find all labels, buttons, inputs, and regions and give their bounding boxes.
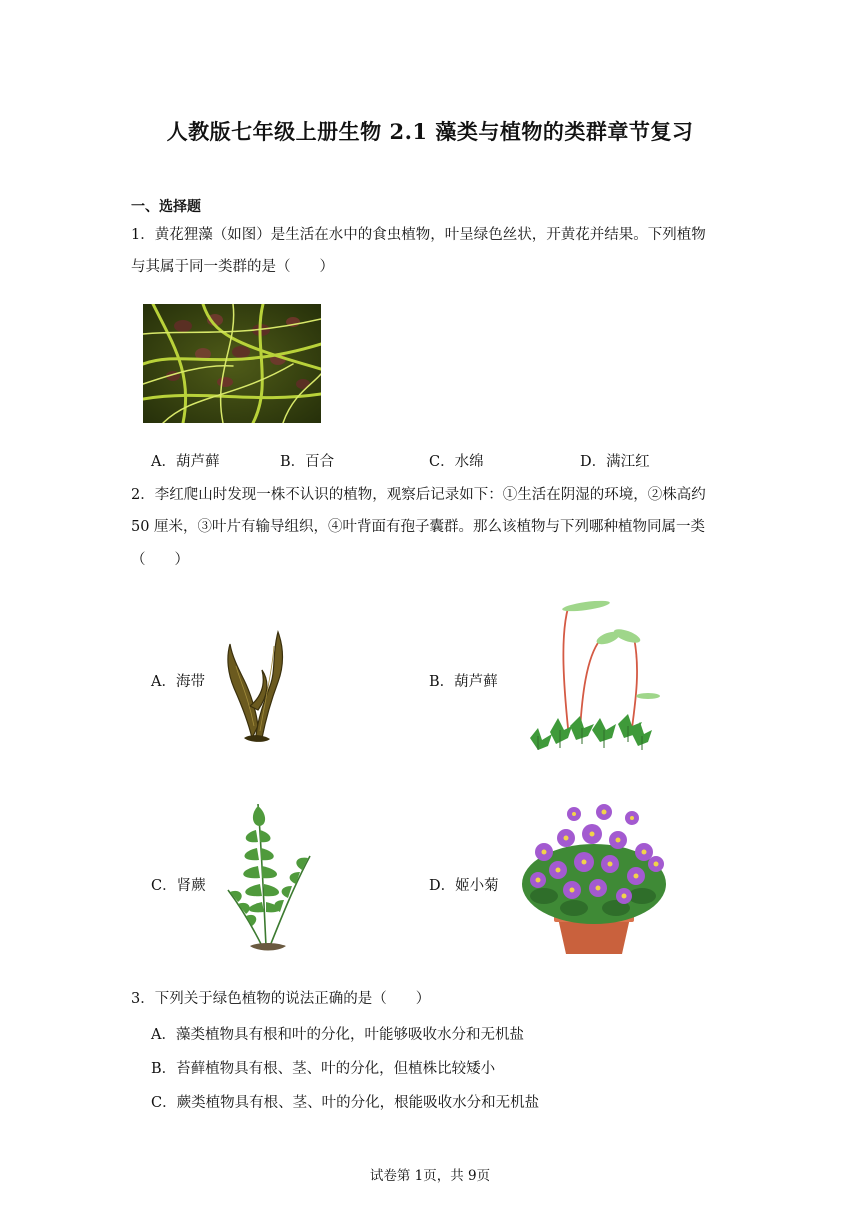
daisy-pot-image (514, 800, 674, 956)
q3-option-c: C．蕨类植物具有根、茎、叶的分化，根能吸收水分和无机盐 (151, 1095, 540, 1111)
fern-image (222, 796, 314, 958)
q3-stem: 3．下列关于绿色植物的说法正确的是（ ） (131, 991, 431, 1007)
q1-stem-line1: 1．黄花狸藻（如图）是生活在水中的食虫植物，叶呈绿色丝状，开黄花并结果。下列植物 (131, 227, 706, 243)
q2-stem-line3: （ ） (131, 552, 189, 568)
kelp-image (222, 626, 288, 746)
q2-option-b: B．葫芦藓 (429, 674, 498, 690)
q2-option-d: D．姬小菊 (429, 878, 499, 894)
bladderwort-photo (143, 304, 321, 423)
q2-stem-line2: 50 厘米，③叶片有输导组织，④叶背面有孢子囊群。那么该植物与下列哪种植物同属一类 (131, 519, 706, 535)
q1-option-a: A．葫芦藓 (151, 454, 220, 470)
page-footer: 试卷第 1页，共 9页 (369, 1168, 491, 1184)
q1-stem-line2: 与其属于同一类群的是（ ） (131, 259, 334, 275)
q3-option-a: A．藻类植物具有根和叶的分化，叶能够吸收水分和无机盐 (151, 1027, 524, 1043)
q2-option-c: C．肾蕨 (151, 878, 206, 894)
q2-stem-line1: 2．李红爬山时发现一株不认识的植物，观察后记录如下：①生活在阴湿的环境，②株高约 (131, 487, 706, 503)
section-heading: 一、选择题 (131, 199, 201, 215)
moss-image (520, 598, 665, 760)
q1-option-d: D．满江红 (580, 454, 650, 470)
q3-option-b: B．苔藓植物具有根、茎、叶的分化，但植株比较矮小 (151, 1061, 496, 1077)
page-title: 人教版七年级上册生物 2.1 藻类与植物的类群章节复习 (166, 119, 694, 144)
q1-option-c: C．水绵 (429, 454, 484, 470)
q1-option-b: B．百合 (280, 454, 335, 470)
q2-option-a: A．海带 (151, 674, 205, 690)
